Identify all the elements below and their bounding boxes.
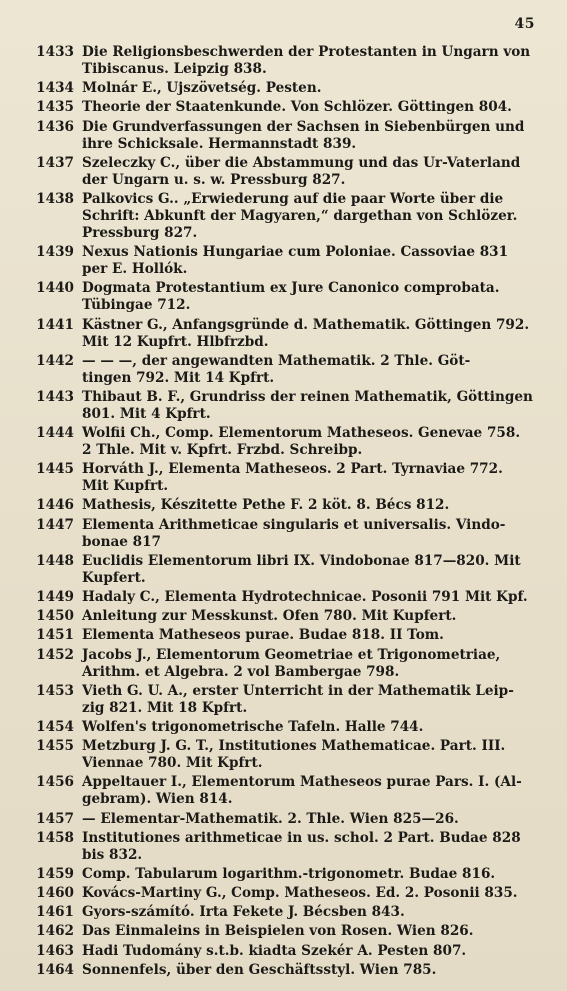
entry-number: 1453 — [36, 682, 74, 699]
entry-text — [82, 589, 553, 606]
entry-line: Anleitung zur Messkunst. Ofen 780. Mit Kupfert. — [82, 608, 457, 625]
entry-text — [82, 774, 553, 808]
entry-line: Hadaly C., Elementa Hydrotechnicae. Posonii 791 Mit Kpf. — [82, 589, 528, 605]
entry-number: 1462 — [36, 923, 74, 940]
entry-line: Viennae 780. Mit Kpfrt. — [82, 755, 263, 772]
entry-text — [82, 627, 553, 644]
entry-text — [82, 517, 553, 551]
catalog-entry — [22, 99, 553, 116]
entry-number: 1438 — [36, 190, 74, 207]
entry-number: 1451 — [36, 627, 74, 644]
entry-text — [82, 425, 553, 459]
catalog-entry — [22, 244, 553, 278]
entry-number: 1433 — [36, 44, 74, 60]
entry-line: Comp. Tabularum logarithm.-trigonometr. Budae 816. — [82, 865, 496, 882]
entry-line: gebram). Wien 814. — [82, 791, 233, 808]
entry-line: — — —, der angewandten Mathematik. 2 Thle. Göt- — [82, 352, 471, 369]
entry-line: Tibiscanus. Leipzig 838. — [82, 61, 267, 77]
catalog-entry — [22, 517, 553, 551]
entry-number: 1455 — [36, 738, 74, 755]
catalog-entry — [22, 683, 553, 717]
entry-text — [82, 119, 553, 153]
entry-text — [82, 280, 553, 314]
catalog-entry — [22, 738, 553, 772]
catalog-entry — [22, 719, 553, 736]
entry-line: zig 821. Mit 18 Kpfrt. — [82, 699, 248, 716]
catalog-entry — [22, 461, 553, 495]
entry-line: Pressburg 827. — [82, 224, 198, 241]
entry-line: Kovács-Martiny G., Comp. Matheseos. Ed. 2. Posonii 835. — [82, 885, 518, 902]
entry-line: Wolfen's trigonometrische Tafeln. Halle 744. — [82, 718, 424, 735]
entry-line: Das Einmaleins in Beispielen von Rosen. Wien 826. — [82, 923, 474, 940]
entry-number: 1459 — [36, 865, 74, 882]
entry-text — [82, 244, 553, 278]
catalog-entry — [22, 647, 553, 681]
catalog-entry — [22, 811, 553, 828]
catalog-entry — [22, 119, 553, 153]
catalog-entry — [22, 280, 553, 314]
catalog-entry — [22, 155, 553, 189]
entry-number: 1456 — [36, 774, 74, 791]
entry-text — [82, 738, 553, 772]
entry-line: tingen 792. Mit 14 Kpfrt. — [82, 369, 275, 386]
entry-number: 1435 — [36, 99, 74, 116]
entry-number: 1460 — [36, 885, 74, 902]
entry-line: Kästner G., Anfangsgründe d. Mathematik. Göttingen 792. — [82, 316, 530, 333]
entry-text — [82, 943, 553, 960]
entry-line: Horváth J., Elementa Matheseos. 2 Part. Tyrnaviae 772. — [82, 461, 503, 478]
catalog-entry — [22, 923, 553, 940]
entry-number: 1441 — [36, 316, 74, 333]
entry-line: Mathesis, Készitette Pethe F. 2 köt. 8. Bécs 812. — [82, 497, 450, 514]
entry-text — [82, 683, 553, 717]
entry-line: Euclidis Elementorum libri IX. Vindobonae 817—820. Mit — [82, 552, 521, 569]
entry-text — [82, 317, 553, 351]
catalog-entry — [22, 389, 553, 423]
catalog-entry — [22, 80, 553, 97]
entry-text — [82, 80, 553, 97]
entry-text — [82, 904, 553, 921]
entry-number: 1461 — [36, 904, 74, 921]
entry-number: 1446 — [36, 497, 74, 514]
entry-line: Szeleczky C., über die Abstammung und das Ur-Vaterland — [82, 154, 521, 171]
entry-text — [82, 155, 553, 189]
entry-line: Schrift: Abkunft der Magyaren,“ dargethan von Schlözer. — [82, 207, 518, 224]
entry-line: Palkovics G.. „Erwiederung auf die paar Worte über die — [82, 190, 504, 207]
entry-text — [82, 99, 553, 116]
entry-number: 1457 — [36, 810, 74, 827]
catalog-entry — [22, 904, 553, 921]
entry-text — [82, 962, 553, 979]
entry-line: Die Religionsbeschwerden der Protestanten in Ungarn von — [82, 44, 531, 60]
entry-line: Elementa Arithmeticae singularis et universalis. Vindo- — [82, 516, 506, 533]
entry-line: Die Grundverfassungen der Sachsen in Siebenbürgen und — [82, 118, 525, 135]
entry-text — [82, 719, 553, 736]
entry-line: Vieth G. U. A., erster Unterricht in der Mathematik Leip- — [82, 682, 514, 699]
entry-number: 1448 — [36, 552, 74, 569]
entry-number: 1443 — [36, 388, 74, 405]
catalog-entry — [22, 962, 553, 979]
entry-line: bonae 817 — [82, 533, 162, 550]
entry-number: 1450 — [36, 608, 74, 625]
entry-line: Wolfii Ch., Comp. Elementorum Matheseos. Genevae 758. — [82, 425, 521, 442]
entry-number: 1436 — [36, 118, 74, 135]
entry-line: Mit 12 Kupfrt. Hlbfrzbd. — [82, 333, 269, 350]
entry-list — [22, 44, 553, 981]
entry-line: Hadi Tudomány s.t.b. kiadta Szekér A. Pesten 807. — [82, 942, 467, 959]
entry-line: Mit Kupfrt. — [82, 478, 169, 495]
entry-text — [82, 647, 553, 681]
entry-number: 1439 — [36, 244, 74, 261]
catalog-entry — [22, 885, 553, 902]
entry-text — [82, 191, 553, 242]
entry-number: 1442 — [36, 352, 74, 369]
entry-text — [82, 811, 553, 828]
entry-number: 1437 — [36, 154, 74, 171]
catalog-entry — [22, 553, 553, 587]
entry-number: 1444 — [36, 425, 74, 442]
entry-line: Arithm. et Algebra. 2 vol Bambergae 798. — [82, 663, 400, 680]
entry-line: Jacobs J., Elementorum Geometriae et Trigonometriae, — [82, 646, 501, 663]
entry-line: 2 Thle. Mit v. Kpfrt. Frzbd. Schreibp. — [82, 442, 363, 459]
entry-line: Sonnenfels, über den Geschäftsstyl. Wien 785. — [82, 961, 437, 978]
entry-text — [82, 461, 553, 495]
entry-line: Institutiones arithmeticae in us. schol. 2 Part. Budae 828 — [82, 829, 521, 846]
page-number: 45 — [514, 16, 535, 32]
entry-text — [82, 866, 553, 883]
catalog-entry — [22, 425, 553, 459]
entry-line: Elementa Matheseos purae. Budae 818. II Tom. — [82, 627, 444, 644]
entry-line: Tübingae 712. — [82, 297, 191, 314]
entry-line: Gyors-számító. Irta Fekete J. Bécsben 843. — [82, 904, 405, 921]
catalog-entry — [22, 774, 553, 808]
entry-line: bis 832. — [82, 846, 143, 863]
catalog-entry — [22, 830, 553, 864]
entry-line: 801. Mit 4 Kpfrt. — [82, 405, 211, 422]
entry-text — [82, 923, 553, 940]
entry-line: Theorie der Staatenkunde. Von Schlözer. Göttingen 804. — [82, 99, 512, 116]
catalog-entry — [22, 497, 553, 514]
catalog-entry — [22, 608, 553, 625]
entry-line: — Elementar-Mathematik. 2. Thle. Wien 825—26. — [82, 810, 459, 827]
entry-number: 1440 — [36, 280, 74, 297]
entry-number: 1447 — [36, 516, 74, 533]
entry-line: Molnár E., Ujszövetség. Pesten. — [82, 80, 322, 97]
entry-text — [82, 830, 553, 864]
entry-line: ihre Schicksale. Hermannstadt 839. — [82, 135, 357, 152]
catalog-entry — [22, 317, 553, 351]
entry-number: 1458 — [36, 829, 74, 846]
entry-number: 1463 — [36, 942, 74, 959]
entry-number: 1464 — [36, 961, 74, 978]
entry-number: 1445 — [36, 461, 74, 478]
entry-number: 1434 — [36, 80, 74, 97]
entry-line: Thibaut B. F., Grundriss der reinen Mathematik, Göttingen — [82, 388, 533, 405]
catalog-entry — [22, 44, 553, 78]
entry-text — [82, 885, 553, 902]
entry-number: 1454 — [36, 718, 74, 735]
catalog-entry — [22, 943, 553, 960]
entry-line: Appeltauer I., Elementorum Matheseos purae Pars. I. (Al- — [82, 774, 522, 791]
catalog-entry — [22, 191, 553, 242]
entry-line: per E. Hollók. — [82, 261, 188, 278]
entry-line: Nexus Nationis Hungariae cum Poloniae. Cassoviae 831 — [82, 244, 509, 261]
entry-text — [82, 44, 553, 78]
entry-line: Dogmata Protestantium ex Jure Canonico comprobata. — [82, 280, 500, 297]
entry-text — [82, 608, 553, 625]
catalog-entry — [22, 589, 553, 606]
catalog-entry — [22, 353, 553, 387]
entry-number: 1452 — [36, 646, 74, 663]
entry-line: der Ungarn u. s. w. Pressburg 827. — [82, 171, 346, 188]
catalog-entry — [22, 627, 553, 644]
entry-text — [82, 497, 553, 514]
entry-line: Kupfert. — [82, 569, 146, 586]
entry-text — [82, 553, 553, 587]
catalog-entry — [22, 866, 553, 883]
entry-text — [82, 353, 553, 387]
entry-text — [82, 389, 553, 423]
entry-line: Metzburg J. G. T., Institutiones Mathematicae. Part. III. — [82, 738, 506, 755]
entry-number: 1449 — [36, 589, 74, 605]
